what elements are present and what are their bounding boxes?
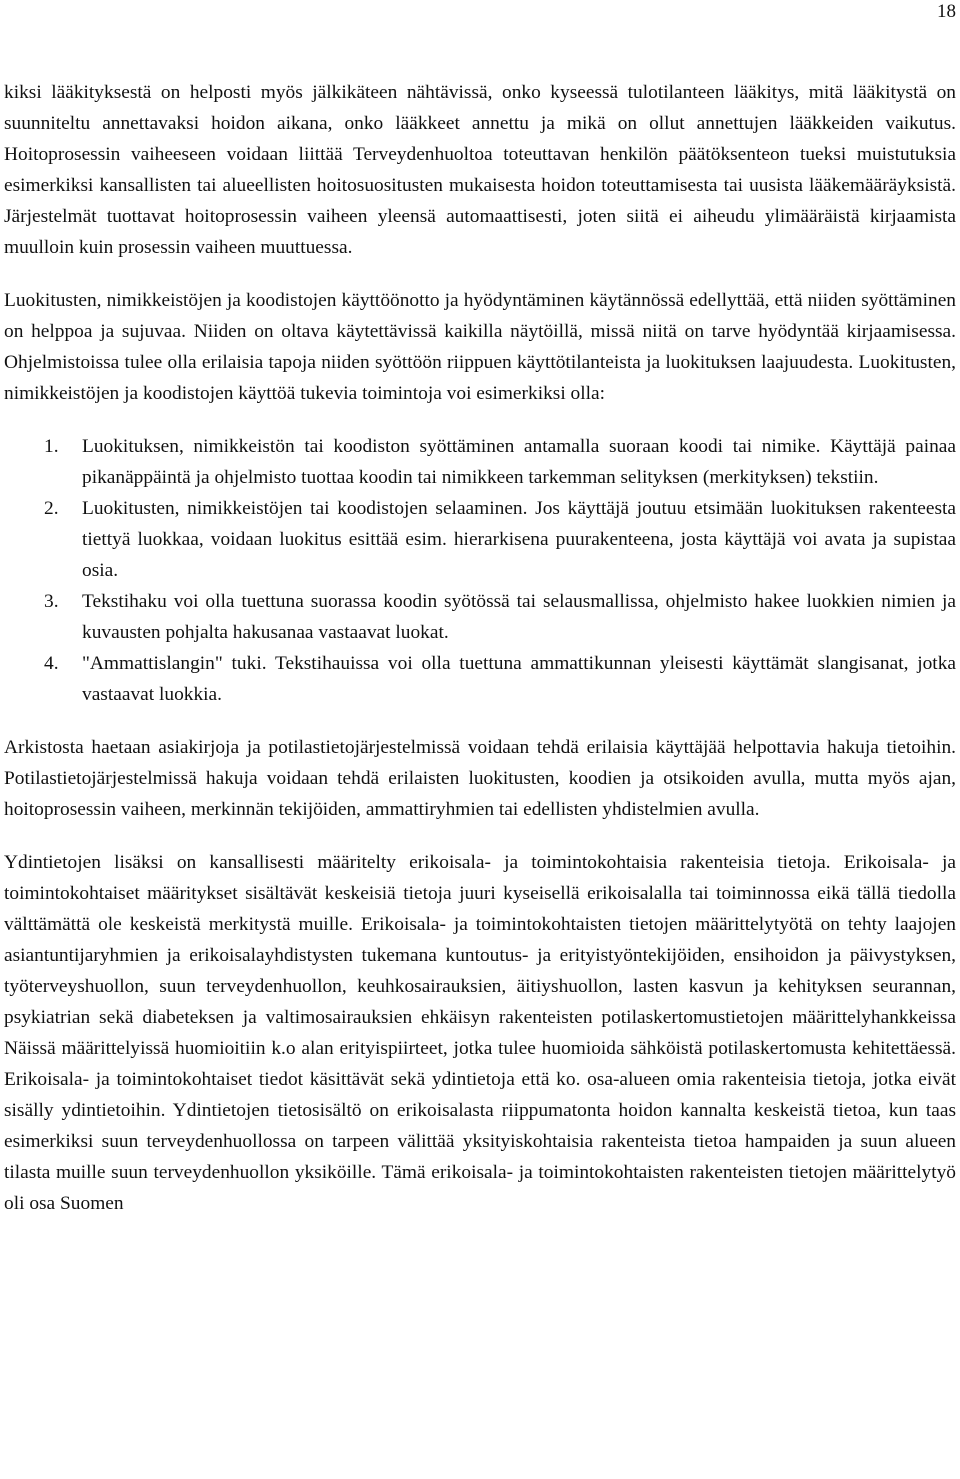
list-item-number: 4. (44, 653, 59, 674)
list-item-number: 2. (44, 498, 59, 519)
list-item (4, 493, 956, 586)
list-item-number: 1. (44, 436, 59, 457)
classification-functions-list (4, 431, 956, 710)
paragraph-archive-search: Arkistosta haetaan asiakirjoja ja potilastietojärjestelmissä voidaan tehdä erilaisia käyttäjää helpottavia hakuja tietoihin. Potilastietojärjestelmissä hakuja voidaan tehdä erilaisten luokitusten, koodien ja otsikoiden avulla, mutta myös ajan, hoitoprosessin vaiheen, merkinnän tekijöiden, ammattiryhmien tai edellisten yhdistelmien avulla. (4, 737, 956, 820)
page-number: 18 (937, 1, 956, 22)
list-item-text: Luokitusten, nimikkeistöjen tai koodistojen selaaminen. Jos käyttäjä joutuu etsimään luokituksen rakenteesta tiettyä luokkaa, voidaan luokitus esittää esim. hierarkisena puurakenteena, josta käyttäjä voi avata ja supistaa osia. (82, 498, 956, 581)
list-item (4, 586, 956, 648)
list-item-number: 3. (44, 591, 59, 612)
list-item-text: "Ammattislangin" tuki. Tekstihauissa voi olla tuettuna ammattikunnan yleisesti käyttämät slangisanat, jotka vastaavat luokkia. (82, 653, 956, 705)
paragraph-classification-usage: Luokitusten, nimikkeistöjen ja koodistojen käyttöönotto ja hyödyntäminen käytännössä edellyttää, että niiden syöttäminen on helppoa ja sujuvaa. Niiden on oltava käytettävissä kaikilla näytöillä, missä niitä on tarve hyödyntää kirjaamisessa. Ohjelmistoissa tulee olla erilaisia tapoja niiden syöttöön riippuen käyttötilanteista ja luokituksen laajuudesta. Luokitusten, nimikkeistöjen ja koodistojen käyttöä tukevia toimintoja voi esimerkiksi olla: (4, 290, 956, 404)
list-item (4, 431, 956, 493)
list-item-text: Luokituksen, nimikkeistön tai koodiston syöttäminen antamalla suoraan koodi tai nimike. Käyttäjä painaa pikanäppäintä ja ohjelmisto tuottaa koodin tai nimikkeen tarkemman selityksen (merkityksen) tekstiin. (82, 436, 956, 488)
list-item-text: Tekstihaku voi olla tuettuna suorassa koodin syötössä tai selausmallissa, ohjelmisto hakee luokkien nimien ja kuvausten pohjalta hakusanaa vastaavat luokat. (82, 591, 956, 643)
document-body (4, 77, 956, 1241)
paragraph-specialty-data: Ydintietojen lisäksi on kansallisesti määritelty erikoisala- ja toimintokohtaisia rakenteisia tietoja. Erikoisala- ja toimintokohtaiset määritykset sisältävät keskeisiä tietoja juuri kyseisellä erikoisalalla tai toiminnossa eikä tällä tiedolla välttämättä ole keskeistä merkitystä muille. Erikoisala- ja toimintokohtaisten tietojen määrittelytyötä on tehty laajojen asiantuntijaryhmien ja erikoisalayhdistysten tukemana kuntoutus- ja erityistyöntekijöiden, ensihoidon ja päivystyksen, työterveyshuollon, suun terveydenhuollon, keuhkosairauksien, äitiyshuollon, lasten kasvun ja kehityksen seurannan, psykiatrian sekä diabeteksen ja valtimosairauksien ehkäisyn rakenteisten potilaskertomustietojen määrittelyhankkeissa Näissä määrittelyissä huomioitiin k.o alan erityispiirteet, jotka tulee huomioida sähköistä potilaskertomusta kehitettäessä. Erikoisala- ja toimintokohtaiset tiedot käsittävät sekä ydintietoja että ko. osa-alueen omia rakenteisia tietoja, jotka eivät sisälly ydintietoihin. Ydintietojen tietosisältö on erikoisalasta riippumatonta hoidon kannalta keskeistä tietoa, kun taas esimerkiksi suun terveydenhuollossa on tarpeen välittää yksityiskohtaisia rakenteista tietoa hampaiden ja suun alueen tilasta muille suun terveydenhuollon yksiköille. Tämä erikoisala- ja toimintokohtaisten rakenteisten tietojen määrittelytyö oli osa Suomen (4, 852, 956, 1214)
paragraph-medication-process: kiksi lääkityksestä on helposti myös jälkikäteen nähtävissä, onko kyseessä tulotilanteen lääkitys, mitä lääkitystä on suunniteltu annettavaksi hoidon aikana, onko lääkkeet annettu ja mikä on ollut annettujen lääkkeiden vaikutus. Hoitoprosessin vaiheeseen voidaan liittää Terveydenhuoltoa toteuttavan henkilön päätöksenteon tueksi muistutuksia esimerkiksi kansallisten tai alueellisten hoitosuositusten mukaisesta hoidon toteuttamisesta tai uusista lääkemääräyksistä. Järjestelmät tuottavat hoitoprosessin vaiheen yleensä automaattisesti, joten siitä ei aiheudu ylimääräistä kirjaamista muulloin kuin prosessin vaiheen muuttuessa. (4, 82, 956, 258)
list-item (4, 648, 956, 710)
